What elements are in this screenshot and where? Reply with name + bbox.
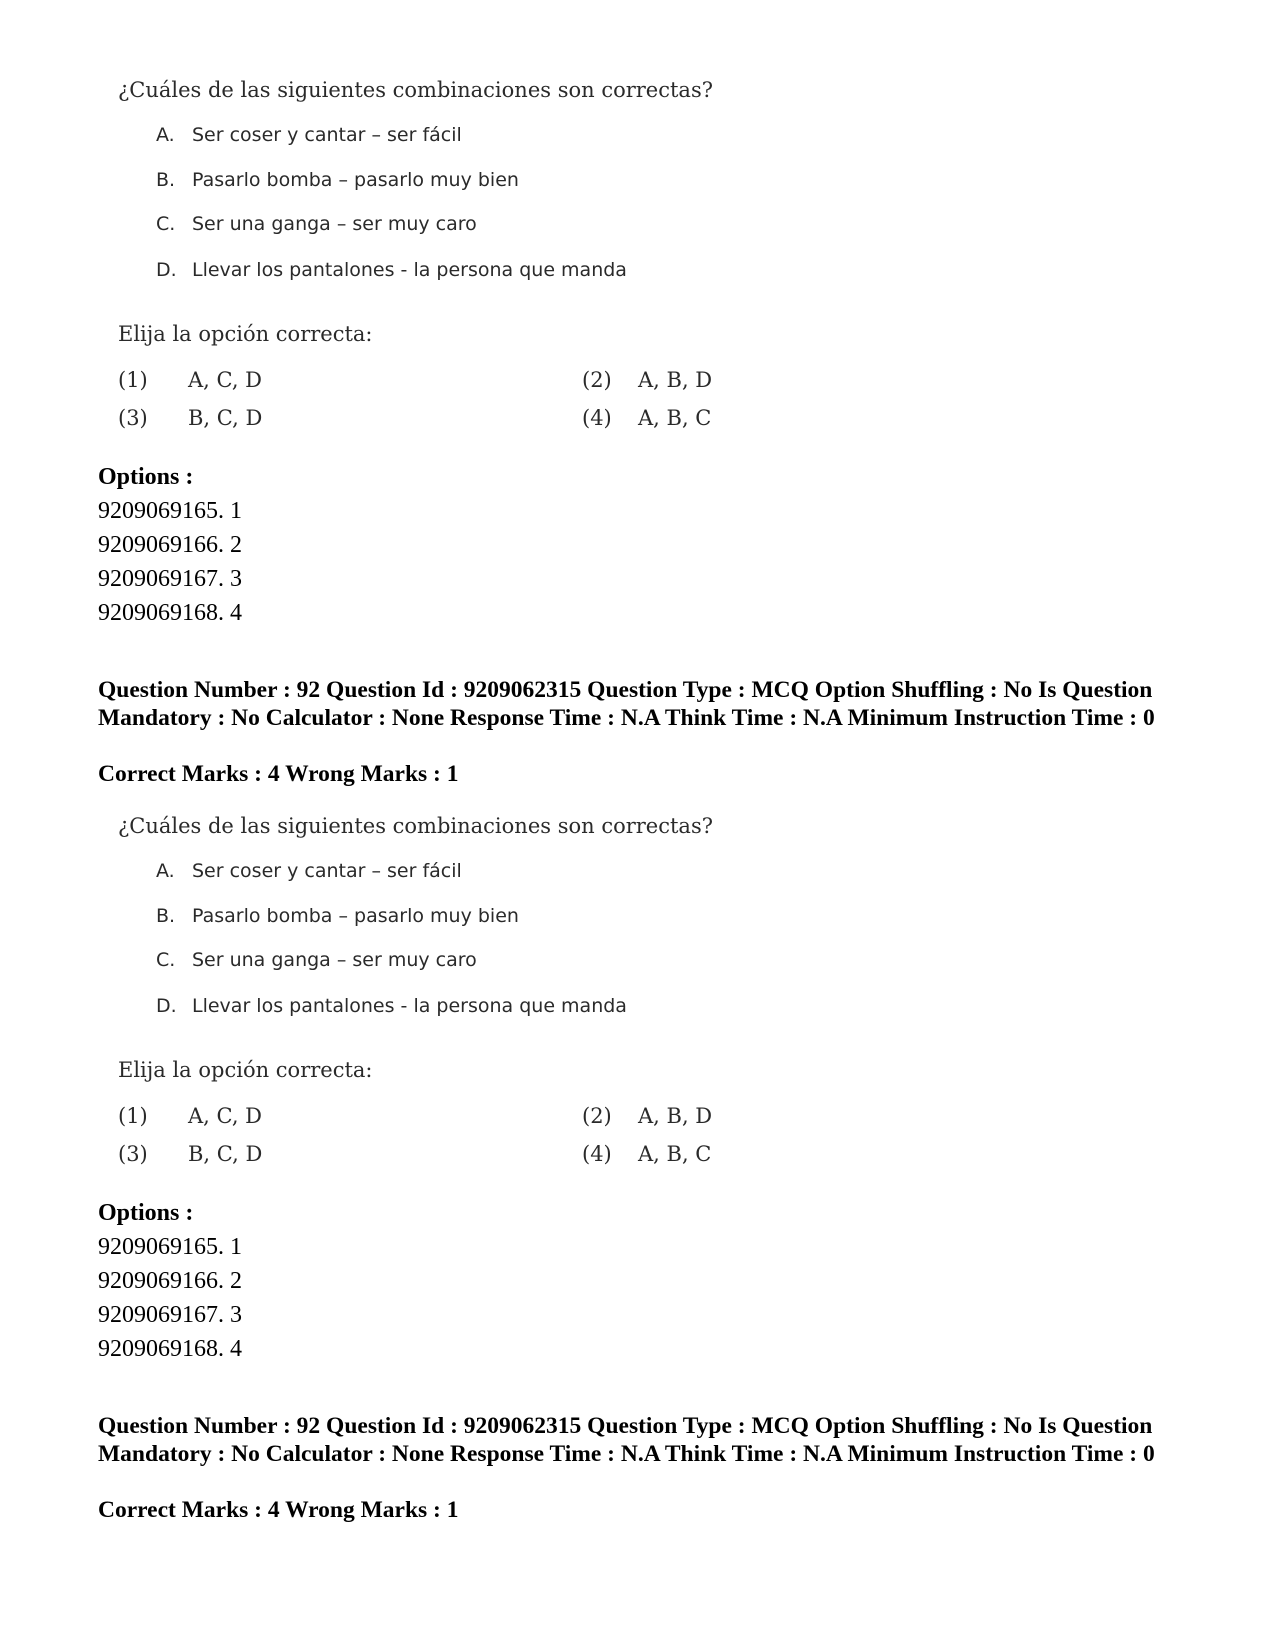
options-title: Options : [98, 1200, 194, 1226]
question-prompt: ¿Cuáles de las siguientes combinaciones son correctas? [118, 814, 713, 838]
option-item: 9209069168. 4 [98, 600, 242, 626]
choice-4: (4) A, B, C [582, 406, 712, 430]
question-prompt: ¿Cuáles de las siguientes combinaciones son correctas? [118, 78, 713, 102]
choice-3: (3) B, C, D [118, 406, 263, 430]
statement-b: B. Pasarlo bomba – pasarlo muy bien [156, 905, 519, 927]
option-item: 9209069166. 2 [98, 1268, 242, 1294]
choice-4: (4) A, B, C [582, 1142, 712, 1166]
options-list-2 [98, 1196, 242, 1366]
option-item: 9209069166. 2 [98, 532, 242, 558]
option-item: 9209069167. 3 [98, 1302, 242, 1328]
choice-3: (3) B, C, D [118, 1142, 263, 1166]
statement-c: C. Ser una ganga – ser muy caro [156, 213, 477, 235]
statement-a: A. Ser coser y cantar – ser fácil [156, 860, 462, 882]
statement-b: B. Pasarlo bomba – pasarlo muy bien [156, 169, 519, 191]
question-meta-header: Question Number : 92 Question Id : 9209062315 Question Type : MCQ Option Shuffling : No Is Question Mandatory : No Calculator : None Response Time : N.A Think Time : N.A Minimum Instruction Time : 0 [98, 677, 1155, 731]
choice-instruction: Elija la opción correcta: [118, 322, 373, 346]
statement-a: A. Ser coser y cantar – ser fácil [156, 124, 462, 146]
choice-instruction: Elija la opción correcta: [118, 1058, 373, 1082]
choice-1: (1) A, C, D [118, 1104, 263, 1128]
question-image-1 [118, 78, 758, 438]
options-list-1 [98, 460, 242, 630]
question-image-2 [118, 814, 758, 1174]
choice-2: (2) A, B, D [582, 368, 713, 392]
question-marks: Correct Marks : 4 Wrong Marks : 1 [98, 761, 459, 787]
option-item: 9209069167. 3 [98, 566, 242, 592]
choice-1: (1) A, C, D [118, 368, 263, 392]
statement-d: D. Llevar los pantalones - la persona que manda [156, 995, 627, 1017]
option-item: 9209069165. 1 [98, 1234, 242, 1260]
options-title: Options : [98, 464, 194, 490]
question-marks: Correct Marks : 4 Wrong Marks : 1 [98, 1497, 459, 1523]
statement-c: C. Ser una ganga – ser muy caro [156, 949, 477, 971]
option-item: 9209069168. 4 [98, 1336, 242, 1362]
option-item: 9209069165. 1 [98, 498, 242, 524]
choice-2: (2) A, B, D [582, 1104, 713, 1128]
question-meta-header: Question Number : 92 Question Id : 9209062315 Question Type : MCQ Option Shuffling : No Is Question Mandatory : No Calculator : None Response Time : N.A Think Time : N.A Minimum Instruction Time : 0 [98, 1413, 1155, 1467]
statement-d: D. Llevar los pantalones - la persona que manda [156, 259, 627, 281]
